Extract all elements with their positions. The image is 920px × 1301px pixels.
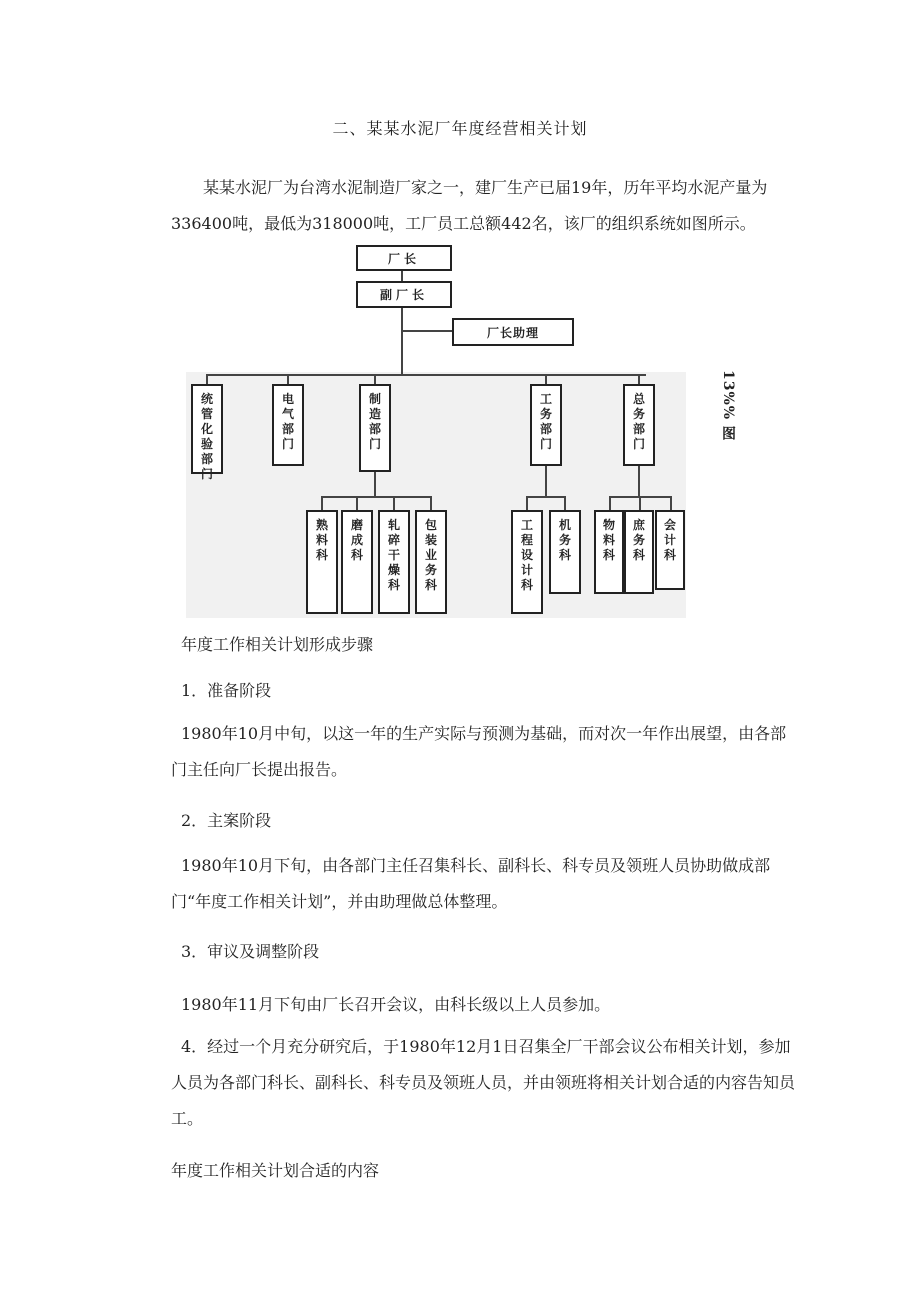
node-section (378, 510, 410, 614)
node-char: 制 (368, 392, 381, 406)
node-char: 工 (539, 392, 552, 406)
node-label (633, 392, 645, 452)
node-char: 装 (424, 533, 437, 547)
node-label (369, 392, 381, 452)
connector (321, 496, 431, 498)
node-char: 门 (539, 437, 552, 451)
node-char: 科 (424, 578, 437, 592)
connector (356, 496, 358, 510)
node-label (633, 518, 645, 563)
section-title: 二、某某水泥厂年度经营相关计划 (332, 119, 588, 138)
node-section (655, 510, 685, 590)
connector (206, 374, 646, 376)
connector (526, 496, 566, 498)
node-label (559, 518, 571, 563)
node-deputy-director: 副厂长 (356, 281, 452, 308)
node-char: 干 (387, 548, 400, 562)
node-dept (623, 384, 655, 466)
node-char: 门 (200, 467, 213, 481)
node-char: 务 (539, 407, 552, 421)
connector (206, 374, 208, 384)
node-dept (530, 384, 562, 466)
node-char: 部 (281, 422, 294, 436)
node-char: 验 (200, 437, 213, 451)
node-char: 计 (663, 533, 676, 547)
org-chart (186, 240, 686, 618)
node-char: 统 (200, 392, 213, 406)
step-4-text: 4．经过一个月充分研究后，于1980年12月1日召集全厂干部会议公布相关计划，参加人员为各部门科长、副科长、科专员及领班人员，并由领班将相关计划合适的内容告知员工。 (171, 1037, 796, 1128)
step-1-label: 1．准备阶段 (181, 681, 272, 700)
node-label (603, 518, 615, 563)
node-char: 机 (558, 518, 571, 532)
step-3-label: 3．审议及调整阶段 (181, 942, 320, 961)
connector (526, 496, 528, 510)
node-char: 包 (424, 518, 437, 532)
node-char: 熟 (315, 518, 328, 532)
node-label (201, 392, 213, 482)
node-char: 科 (663, 548, 676, 562)
node-dept (272, 384, 304, 466)
connector (639, 496, 641, 510)
node-section (594, 510, 624, 594)
connector (393, 496, 395, 510)
node-char: 科 (632, 548, 645, 562)
node-char: 成 (350, 533, 363, 547)
node-char: 燥 (387, 563, 400, 577)
node-char: 部 (200, 452, 213, 466)
node-char: 科 (350, 548, 363, 562)
node-char: 务 (558, 533, 571, 547)
connector (287, 374, 289, 384)
connector (401, 330, 453, 332)
step-2-label: 2．主案阶段 (181, 811, 272, 830)
connector (670, 496, 672, 510)
node-char: 物 (602, 518, 615, 532)
node-char: 科 (602, 548, 615, 562)
connector (609, 496, 611, 510)
node-director-assistant: 厂长助理 (452, 318, 574, 346)
node-char: 科 (387, 578, 400, 592)
node-label (425, 518, 437, 593)
node-char: 科 (315, 548, 328, 562)
node-char: 轧 (387, 518, 400, 532)
node-char: 磨 (350, 518, 363, 532)
node-char: 碎 (387, 533, 400, 547)
node-label (521, 518, 533, 593)
node-char: 部 (632, 422, 645, 436)
connector (545, 466, 547, 496)
node-char: 科 (520, 578, 533, 592)
node-char: 门 (632, 437, 645, 451)
connector (374, 472, 376, 496)
node-section (511, 510, 543, 614)
intro-paragraph: 某某水泥厂为台湾水泥制造厂家之一，建厂生产已届19年，历年平均水泥产量为336400吨，最低为318000吨，工厂员工总额442名，该厂的组织系统如图所示。 (171, 178, 768, 233)
content-heading: 年度工作相关计划合适的内容 (171, 1161, 380, 1180)
node-label (664, 518, 676, 563)
node-char: 庶 (632, 518, 645, 532)
node-char: 设 (520, 548, 533, 562)
node-label (540, 392, 552, 452)
node-label (351, 518, 363, 563)
connector (374, 374, 376, 384)
node-char: 部 (368, 422, 381, 436)
node-dept (359, 384, 391, 472)
node-char: 务 (632, 407, 645, 421)
node-char: 门 (368, 437, 381, 451)
node-char: 料 (602, 533, 615, 547)
node-section (306, 510, 338, 614)
connector (430, 496, 432, 510)
node-char: 业 (424, 548, 437, 562)
node-char: 务 (632, 533, 645, 547)
steps-heading: 年度工作相关计划形成步骤 (181, 635, 374, 654)
node-char: 部 (539, 422, 552, 436)
node-char: 科 (558, 548, 571, 562)
step-3-text: 1980年11月下旬由厂长召开会议，由科长级以上人员参加。 (181, 995, 611, 1014)
node-section (549, 510, 581, 594)
node-char: 化 (200, 422, 213, 436)
step-2-text: 1980年10月下旬，由各部门主任召集科长、副科长、科专员及领班人员协助做成部门“年度工作相关计划”，并由助理做总体整理。 (171, 856, 771, 911)
node-char: 工 (520, 518, 533, 532)
node-char: 管 (200, 407, 213, 421)
connector (564, 496, 566, 510)
node-char: 程 (520, 533, 533, 547)
node-label (388, 518, 400, 593)
node-char: 务 (424, 563, 437, 577)
node-section (341, 510, 373, 614)
node-label (316, 518, 328, 563)
step-1-text: 1980年10月中旬，以这一年的生产实际与预测为基础，而对次一年作出展望，由各部门主任向厂长提出报告。 (171, 724, 787, 779)
node-label (282, 392, 294, 452)
node-factory-director: 厂长 (356, 245, 452, 271)
node-char: 料 (315, 533, 328, 547)
node-char: 电 (281, 392, 294, 406)
node-char: 气 (281, 407, 294, 421)
figure-side-note: 13%% 图 (720, 370, 736, 441)
node-char: 门 (281, 437, 294, 451)
connector (545, 374, 547, 384)
node-section (624, 510, 654, 594)
node-char: 计 (520, 563, 533, 577)
node-dept (191, 384, 223, 481)
node-char: 造 (368, 407, 381, 421)
connector (638, 466, 640, 496)
connector (321, 496, 323, 510)
node-char: 总 (632, 392, 645, 406)
node-section (415, 510, 447, 614)
connector (638, 374, 640, 384)
connector (401, 306, 403, 376)
node-char: 会 (663, 518, 676, 532)
